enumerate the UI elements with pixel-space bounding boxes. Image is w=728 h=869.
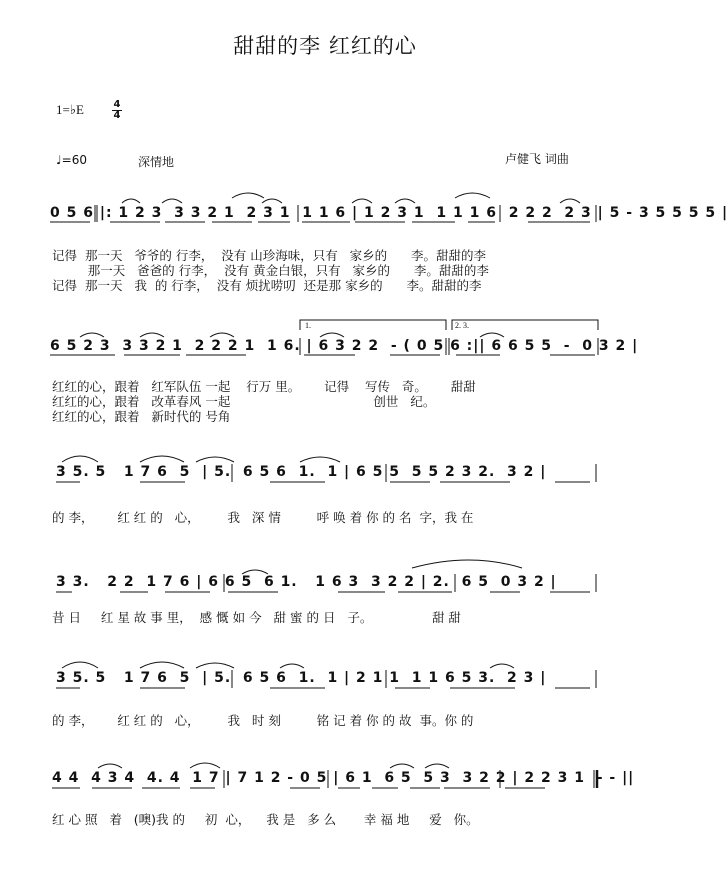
lyric-line-2-2: 红红的心，跟着 改革春风 一起 创世 纪。 (52, 394, 436, 409)
song-title: 甜甜的李 红红的心 (233, 34, 417, 58)
music-line-1: 0 5 6 |: 1 2 3 3 3 2 1 2 3 1 1 1 6 | 1 2 3 1 1 1 1 6 2 2 2 2 3 | 5 - 3 5 5 5 5 | (50, 205, 728, 221)
time-signature-top: 4 (113, 99, 121, 110)
lyric-line-2-3: 红红的心，跟着 新时代的 号角 (52, 409, 231, 424)
volta-first-label: 1. (305, 321, 311, 330)
lyric-line-6: 红 心 照 着 (噢)我 的 初 心， 我 是 多 么 幸 福 地 爱 你。 (52, 812, 479, 827)
tempo-marking: ♩=60 (56, 153, 87, 167)
lyric-line-5: 的 李， 红 红 的 心， 我 时 刻 铭 记 着 你 的 故 事。你 的 (52, 713, 474, 728)
lyric-line-2-1: 红红的心，跟着 红军队伍 一起 行万 里。 记得 写传 奇。 甜甜 (52, 379, 476, 394)
author-credit: 卢健飞 词曲 (505, 152, 569, 166)
expression-marking: 深情地 (138, 155, 175, 169)
lyric-line-1-2: 那一天 爸爸的 行李， 没有 黄金白银，只有 家乡的 李。甜甜的李 (52, 263, 489, 278)
lyric-line-1-1: 记得 那一天 爷爷的 行李， 没有 山珍海味，只有 家乡的 李。甜甜的李 (52, 248, 487, 263)
music-line-2: 6 5 2 3 3 3 2 1 2 2 2 1 1 6. | 6 3 2 2 - ( 0 5 6 :|| 6 6 5 5 - 0 3 2 | (50, 338, 639, 354)
time-signature-bottom: 4 (113, 110, 121, 121)
music-line-3: 3 5. 5 1 7 6 5 | 5. 6 5 6 1. 1 | 6 5 5 5 5 2 3 2. 3 2 | (56, 464, 547, 480)
music-line-4: 3 3. 2 2 1 7 6 | 6 6 5 6 1. 1 6 3 3 2 2 | 2. 6 5 0 3 2 | (56, 574, 557, 590)
volta-second-label: 2. 3. (455, 321, 469, 330)
music-line-5: 3 5. 5 1 7 6 5 | 5. 6 5 6 1. 1 | 2 1 1 1 1 6 5 3. 2 3 | (56, 670, 547, 686)
music-line-6: 4 4 4 3 4 4. 4 1 7 | 7 1 2 - 0 5 | 6 1 6 5 5 3 3 2 2 | 2 2 3 1 - - || (52, 770, 635, 786)
lyric-line-1-3: 记得 那一天 我 的 行李， 没有 烦扰唠叨 还是那 家乡的 李。甜甜的李 (52, 278, 482, 293)
lyric-line-4: 昔 日 红 星 故 事 里， 感 慨 如 今 甜 蜜 的 日 子。 甜 甜 (52, 610, 461, 625)
lyric-line-3: 的 李， 红 红 的 心， 我 深 情 呼 唤 着 你 的 名 字，我 在 (52, 510, 474, 525)
key-signature: 1=♭E (56, 102, 84, 117)
